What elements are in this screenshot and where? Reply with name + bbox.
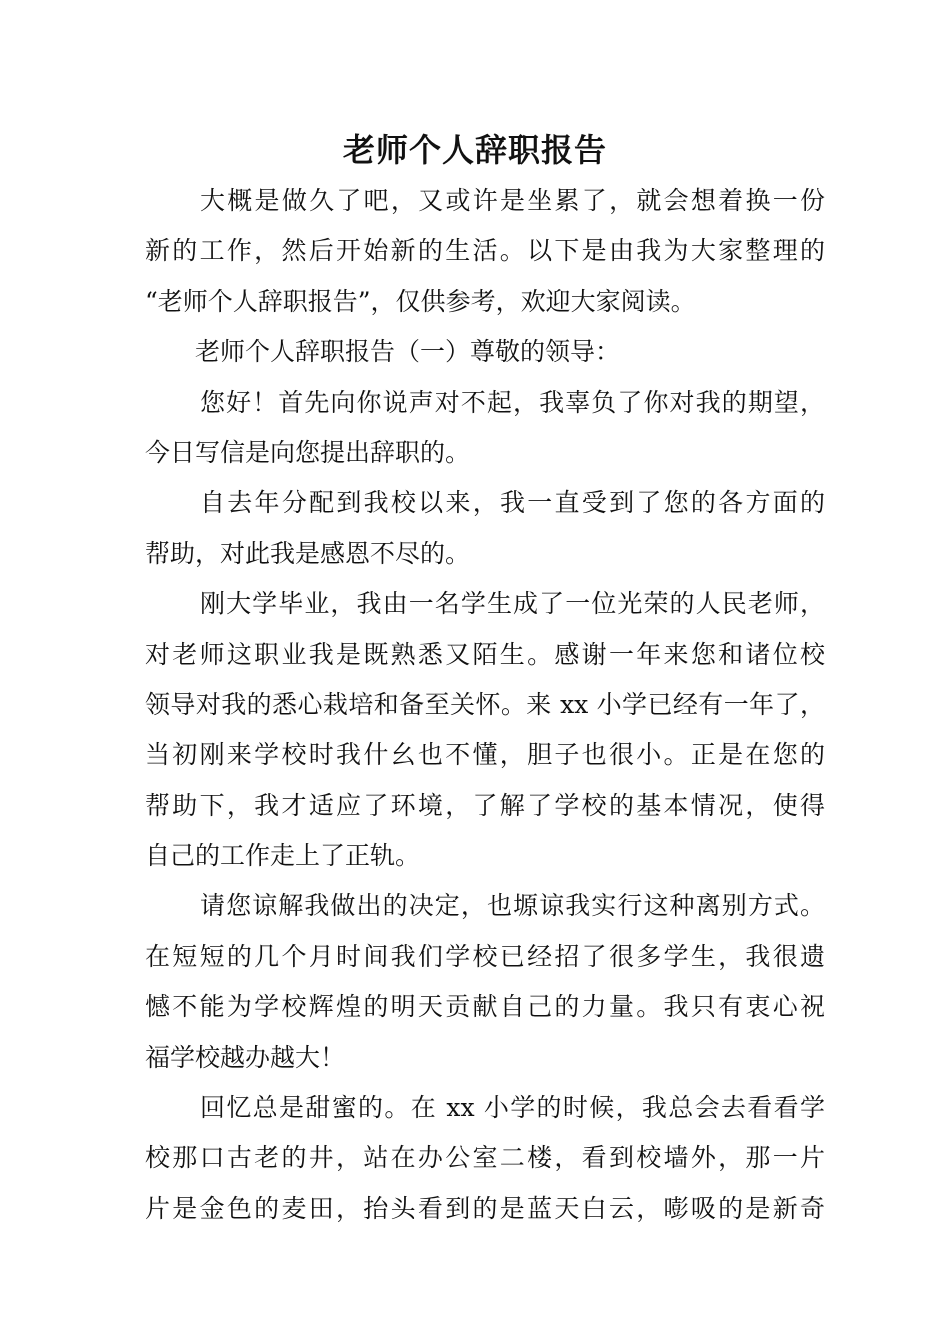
paragraph-line: 帮助下，我才适应了环境，了解了学校的基本情况，使得 <box>145 790 825 820</box>
paragraph-line: 当初刚来学校时我什幺也不懂，胆子也很小。正是在您的 <box>145 740 825 770</box>
paragraph-line: “老师个人辞职报告”，仅供参考，欢迎大家阅读。 <box>145 286 696 316</box>
paragraph-line: 回忆总是甜蜜的。在 xx 小学的时候，我总会去看看学 <box>200 1093 825 1123</box>
paragraph-line: 片是金色的麦田，抬头看到的是蓝天白云，嘭吸的是新奇 <box>145 1193 825 1223</box>
paragraph-line: 领导对我的悉心栽培和备至关怀。来 xx 小学已经有一年了， <box>145 689 825 719</box>
paragraph-line: 今日写信是向您提出辞职的。 <box>145 437 471 467</box>
document-title: 老师个人辞职报告 <box>342 131 607 169</box>
paragraph-line: 您好！首先向你说声对不起，我辜负了你对我的期望， <box>200 387 825 417</box>
paragraph-line: 自己的工作走上了正轨。 <box>145 841 421 871</box>
paragraph-line: 新的工作，然后开始新的生活。以下是由我为大家整理的 <box>145 236 825 266</box>
section-heading-line: 老师个人辞职报告（一）尊敬的领导： <box>195 337 621 367</box>
paragraph-line: 大概是做久了吧，又或许是坐累了，就会想着换一份 <box>200 186 825 215</box>
document-body <box>145 176 825 1234</box>
paragraph-line: 自去年分配到我校以来，我一直受到了您的各方面的 <box>200 488 825 518</box>
paragraph-line: 憾不能为学校辉煌的明天贡献自己的力量。我只有衷心祝 <box>145 992 825 1022</box>
paragraph-line: 请您谅解我做出的决定，也塬谅我实行这种离别方式。 <box>200 891 825 921</box>
paragraph-line: 帮助，对此我是感恩不尽的。 <box>145 538 471 568</box>
paragraph-line: 福学校越办越大！ <box>145 1042 346 1072</box>
paragraph-line: 在短短的几个月时间我们学校已经招了很多学生，我很遗 <box>145 941 825 971</box>
paragraph-line: 校那口古老的井，站在办公室二楼，看到校墙外，那一片 <box>145 1143 825 1173</box>
paragraph-line: 刚大学毕业，我由一名学生成了一位光荣的人民老师， <box>200 589 825 619</box>
paragraph-line: 对老师这职业我是既熟悉又陌生。感谢一年来您和诸位校 <box>145 639 825 669</box>
